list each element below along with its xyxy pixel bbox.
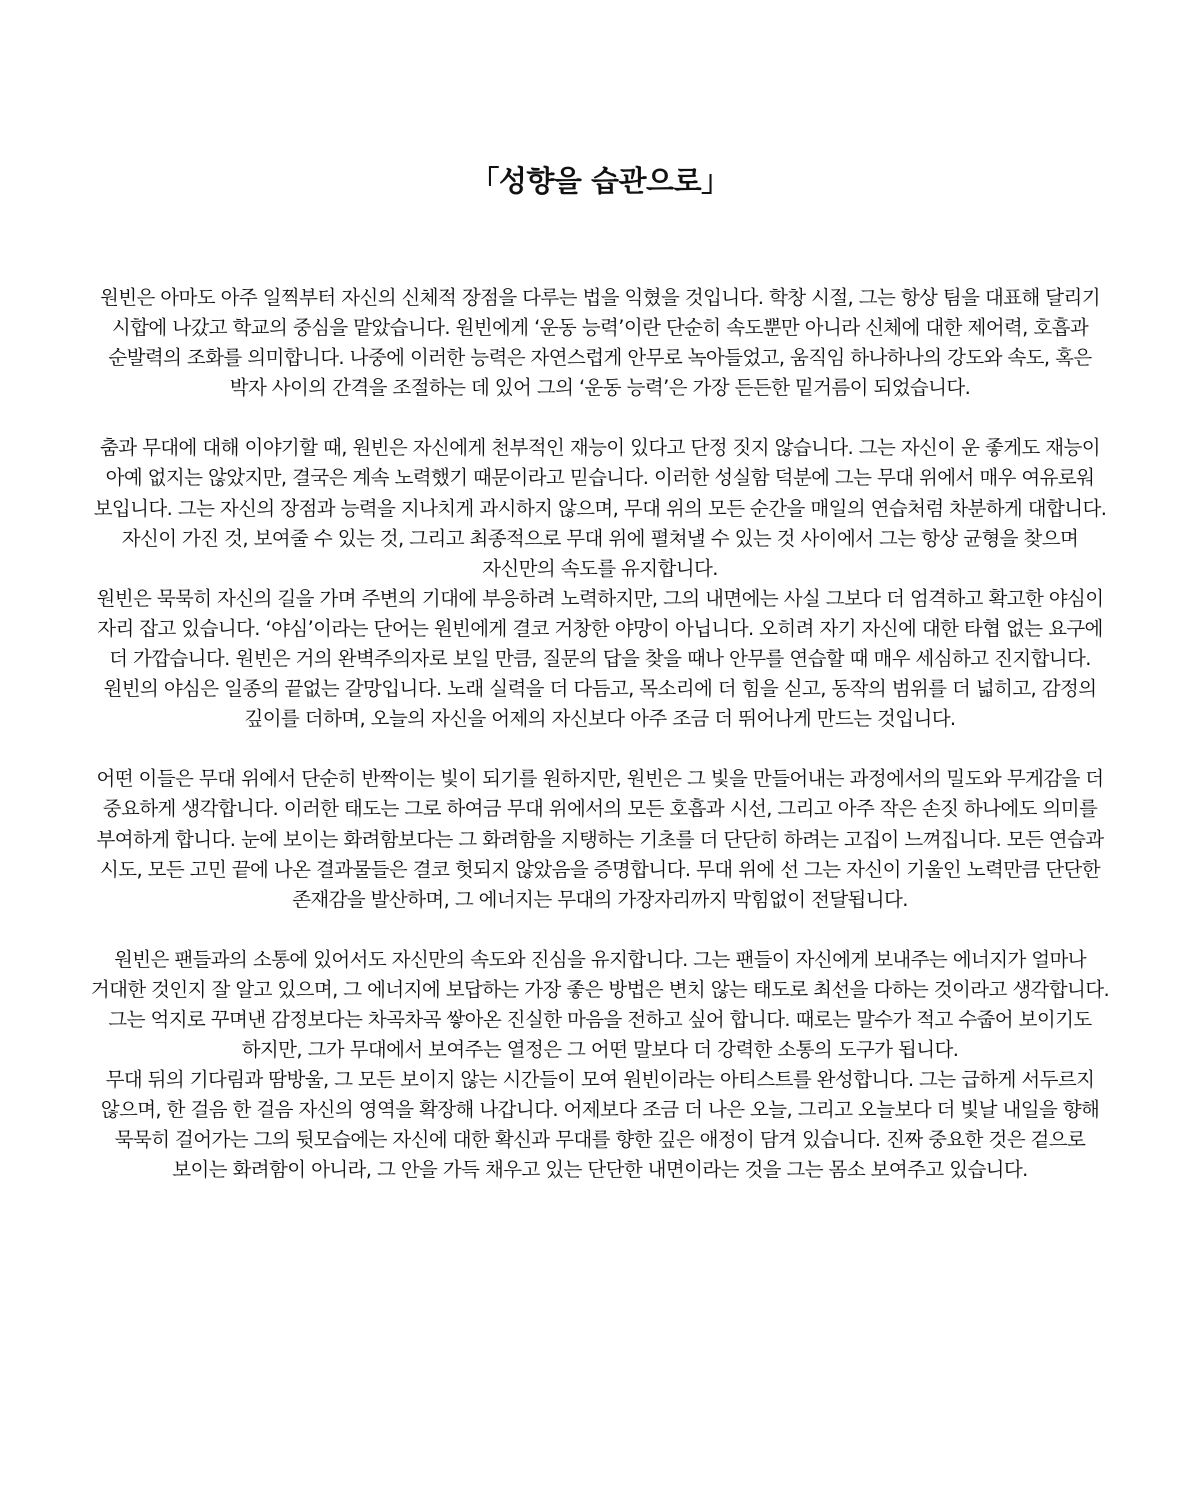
document-body: [90, 283, 1110, 1186]
paragraph-ambition: 원빈은 묵묵히 자신의 길을 가며 주변의 기대에 부응하려 노력하지만, 그의 내면에는 사실 그보다 더 엄격하고 확고한 야심이 자리 잡고 있습니다. ‘야심’이라는 단어는 원빈에게 결코 거창한 야망이 아닙니다. 오히려 자기 자신에 대한 타협 없는 요구에 더 가깝습니다. 원빈은 거의 완벽주의자로 보일 만큼, 질문의 답을 찾을 때나 안무를 연습할 때 매우 세심하고 진지합니다. 원빈의 야심은 일종의 끝없는 갈망입니다. 노래 실력을 더 다듬고, 목소리에 더 힘을 싣고, 동작의 범위를 더 넓히고, 감정의 깊이를 더하며, 오늘의 자신을 어제의 자신보다 아주 조금 더 뛰어나게 만드는 것입니다.: [96, 586, 1104, 731]
paragraph-gap: [90, 403, 1110, 433]
paragraph-behind-the-stage: 무대 뒤의 기다림과 땀방울, 그 모든 보이지 않는 시간들이 모여 원빈이라는 아티스트를 완성합니다. 그는 급하게 서두르지 않으며, 한 걸음 한 걸음 자신의 영역을 확장해 나갑니다. 어제보다 조금 더 나은 오늘, 그리고 오늘보다 더 빛날 내일을 향해 묵묵히 걸어가는 그의 뒷모습에는 자신에 대한 확신과 무대를 향한 깊은 애정이 담겨 있습니다. 진짜 중요한 것은 겉으로 보이는 화려함이 아니라, 그 안을 가득 채우고 있는 단단한 내면이라는 것을 그는 몸소 보여주고 있습니다.: [100, 1068, 1100, 1182]
paragraph-density-of-process: 어떤 이들은 무대 위에서 단순히 반짝이는 빛이 되기를 원하지만, 원빈은 그 빛을 만들어내는 과정에서의 밀도와 무게감을 더 중요하게 생각합니다. 이러한 태도는 그로 하여금 무대 위에서의 모든 호흡과 시선, 그리고 아주 작은 손짓 하나에도 의미를 부여하게 합니다. 눈에 보이는 화려함보다는 그 화려함을 지탱하는 기초를 더 단단히 하려는 고집이 느껴집니다. 모든 연습과 시도, 모든 고민 끝에 나온 결과물들은 결코 헛되지 않았음을 증명합니다. 무대 위에 선 그는 자신이 기울인 노력만큼 단단한 존재감을 발산하며, 그 에너지는 무대의 가장자리까지 막힘없이 전달됩니다.: [96, 767, 1104, 911]
paragraph-athletic-ability: 원빈은 아마도 아주 일찍부터 자신의 신체적 장점을 다루는 법을 익혔을 것입니다. 학창 시절, 그는 항상 팀을 대표해 달리기 시합에 나갔고 학교의 중심을 맡았습니다. 원빈에게 ‘운동 능력’이란 단순히 속도뿐만 아니라 신체에 대한 제어력, 호흡과 순발력의 조화를 의미합니다. 나중에 이러한 능력은 자연스럽게 안무로 녹아들었고, 움직임 하나하나의 강도와 속도, 혹은 박자 사이의 간격을 조절하는 데 있어 그의 ‘운동 능력’은 가장 든든한 밑거름이 되었습니다.: [100, 286, 1100, 400]
document-title: 「성향을 습관으로」: [470, 164, 730, 198]
paragraph-gap: [90, 734, 1110, 764]
paragraph-dance-and-stage: 춤과 무대에 대해 이야기할 때, 원빈은 자신에게 천부적인 재능이 있다고 단정 짓지 않습니다. 그는 자신이 운 좋게도 재능이 아예 없지는 않았지만, 결국은 계속 노력했기 때문이라고 믿습니다. 이러한 성실함 덕분에 그는 무대 위에서 매우 여유로워 보입니다. 그는 자신의 장점과 능력을 지나치게 과시하지 않으며, 무대 위의 모든 순간을 매일의 연습처럼 차분하게 대합니다. 자신이 가진 것, 보여줄 수 있는 것, 그리고 최종적으로 무대 위에 펼쳐낼 수 있는 것 사이에서 그는 항상 균형을 찾으며 자신만의 속도를 유지합니다.: [93, 436, 1107, 580]
paragraph-gap: [90, 915, 1110, 945]
paragraph-fan-communication: 원빈은 팬들과의 소통에 있어서도 자신만의 속도와 진심을 유지합니다. 그는 팬들이 자신에게 보내주는 에너지가 얼마나 거대한 것인지 잘 알고 있으며, 그 에너지에 보답하는 가장 좋은 방법은 변치 않는 태도로 최선을 다하는 것이라고 생각합니다. 그는 억지로 꾸며낸 감정보다는 차곡차곡 쌓아온 진실한 마음을 전하고 싶어 합니다. 때로는 말수가 적고 수줍어 보이기도 하지만, 그가 무대에서 보여주는 열정은 그 어떤 말보다 더 강력한 소통의 도구가 됩니다.: [90, 947, 1110, 1062]
